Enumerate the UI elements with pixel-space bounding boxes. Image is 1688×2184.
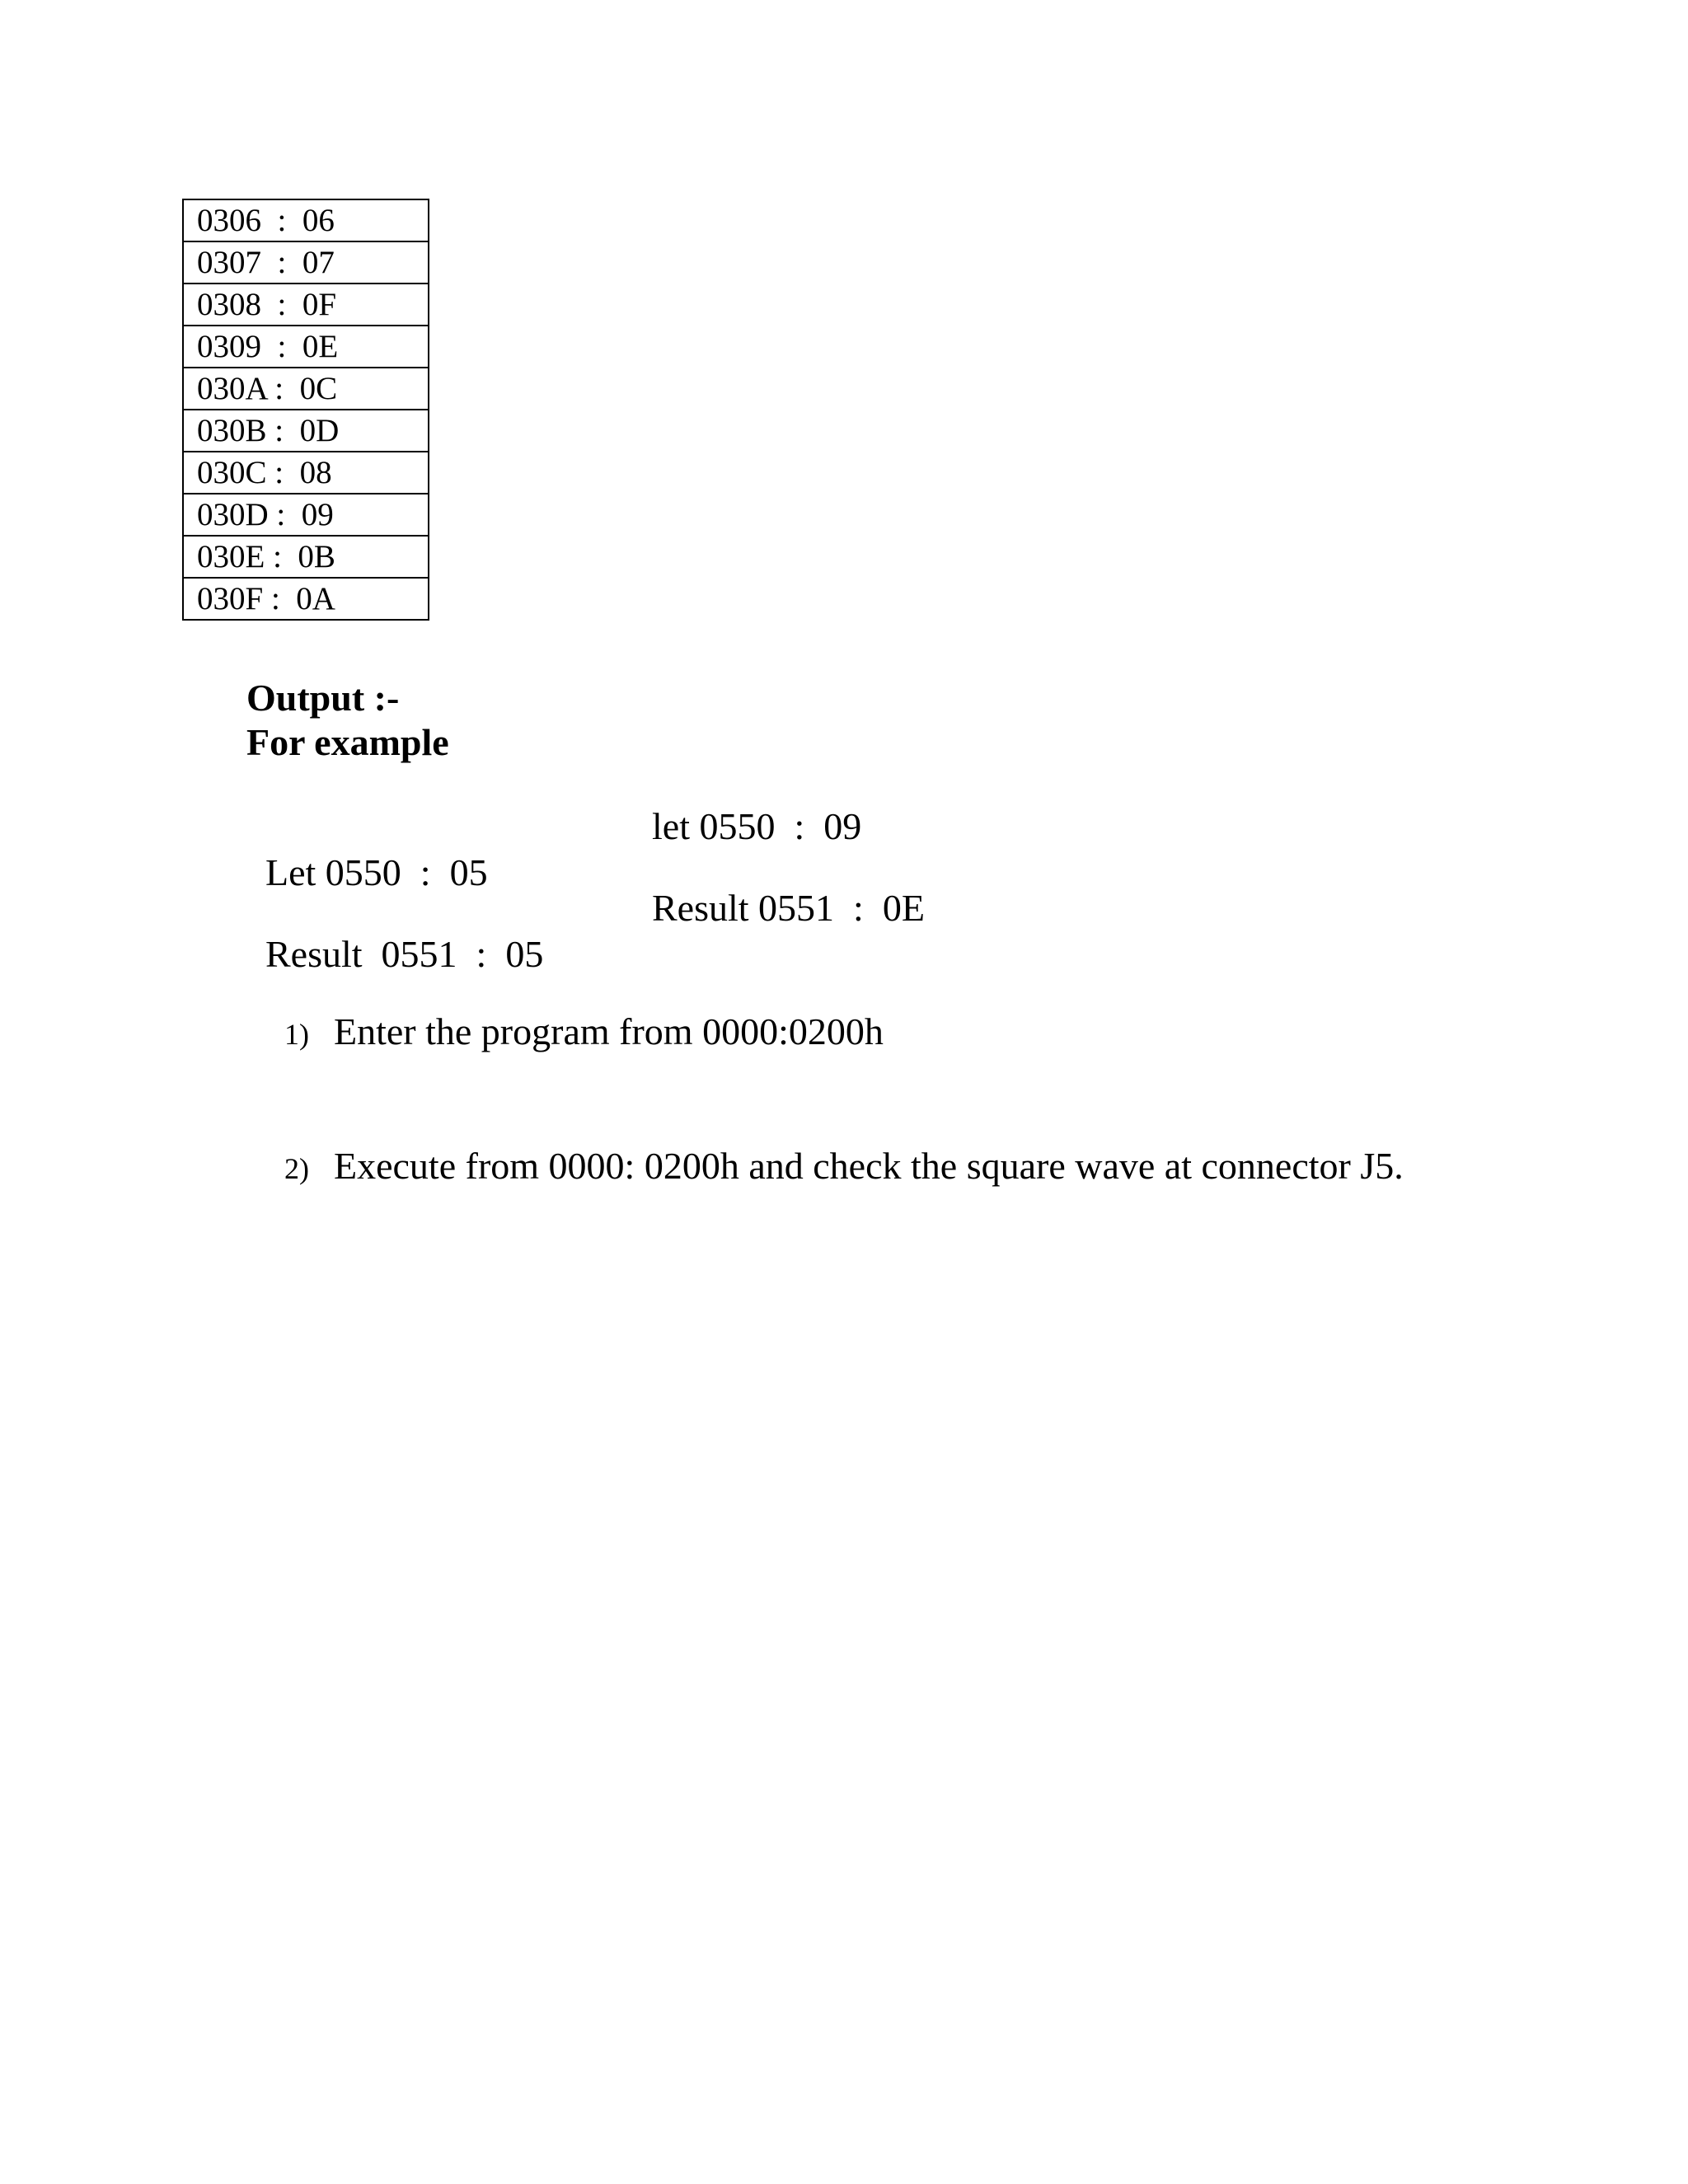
- example-result-right: Result 0551 : 0E: [652, 887, 925, 929]
- list-item: [246, 1100, 1404, 1235]
- step-text: Enter the program from 0000:0200h: [334, 1010, 884, 1052]
- table-cell: 0306 : 06: [183, 199, 429, 241]
- table-row: [183, 452, 429, 494]
- table-cell: 030B : 0D: [183, 410, 429, 452]
- table-row: [183, 241, 429, 284]
- table-row: [183, 494, 429, 536]
- example-input-left: Let 0550 : 05: [265, 851, 488, 893]
- table-row: [183, 284, 429, 326]
- table-cell: 030D : 09: [183, 494, 429, 536]
- table-row: [183, 536, 429, 578]
- table-cell: 030A : 0C: [183, 368, 429, 410]
- table-row: [183, 199, 429, 241]
- for-example-heading: For example: [246, 721, 449, 763]
- steps-list: [246, 966, 1404, 1235]
- table-row: [183, 578, 429, 620]
- table-row: [183, 368, 429, 410]
- step-number: 2): [284, 1152, 309, 1185]
- table-cell: 0309 : 0E: [183, 326, 429, 368]
- table-cell: 030E : 0B: [183, 536, 429, 578]
- example-result-left: Result 0551 : 05: [265, 933, 544, 975]
- step-number: 1): [284, 1018, 309, 1051]
- step-text: Execute from 0000: 0200h and check the square wave at connector J5.: [334, 1145, 1404, 1187]
- table-cell: 0308 : 0F: [183, 284, 429, 326]
- output-section-heading: [246, 676, 449, 765]
- lookup-table: [182, 199, 429, 621]
- list-item: [246, 966, 1404, 1100]
- table-cell: 030C : 08: [183, 452, 429, 494]
- table-row: [183, 326, 429, 368]
- table-cell: 030F : 0A: [183, 578, 429, 620]
- table-row: [183, 410, 429, 452]
- output-heading: Output :-: [246, 677, 400, 719]
- example-input-right: let 0550 : 09: [652, 805, 862, 847]
- table-cell: 0307 : 07: [183, 241, 429, 284]
